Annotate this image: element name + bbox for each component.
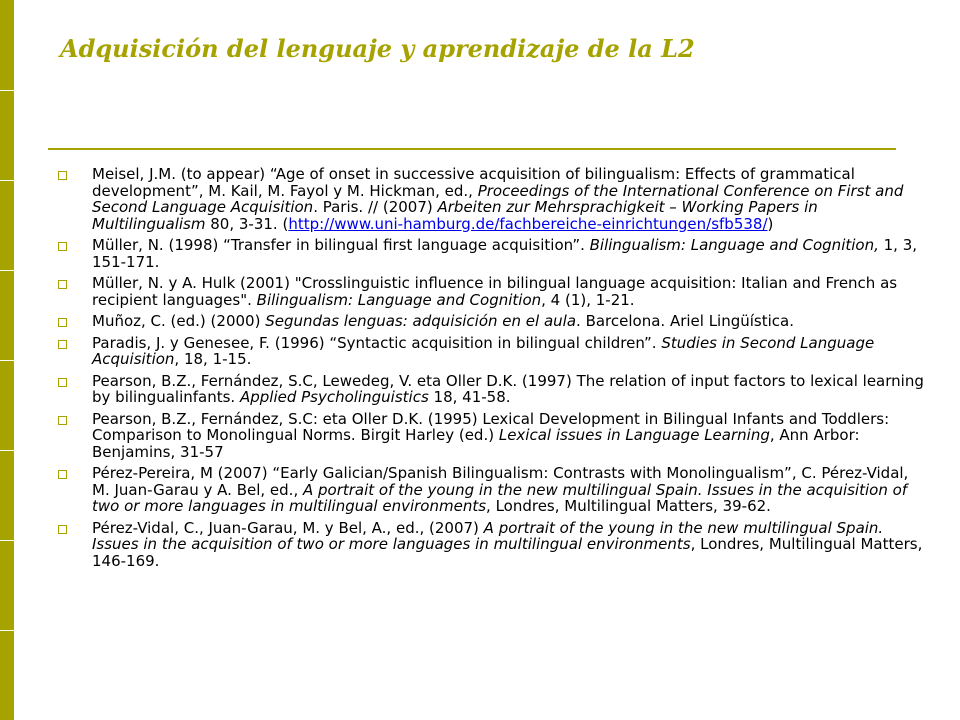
reference-text: Meisel, J.M. (to appear) “Age of onset in successive acquisition of bilingualism: Effects of grammatical development”, M. Kail, M. Fayol y M. Hickman, ed., [92, 165, 855, 200]
reference-italic-text: Arbeiten zur Mehrsprachigkeit – Working Papers in Multilingualism [92, 198, 818, 233]
reference-text: Paradis, J. y Genesee, F. (1996) “Syntactic acquisition in bilingual children”. [92, 333, 662, 352]
accent-bar-divider [0, 180, 14, 181]
left-accent-bar [0, 0, 14, 720]
reference-italic-text: Bilingualism: Language and Cognition [256, 290, 542, 309]
reference-text: , Londres, Multilingual Matters, 146-169. [92, 535, 923, 570]
accent-bar-divider [0, 360, 14, 361]
reference-list [58, 166, 930, 574]
reference-italic-text: Bilingualism: Language and Cognition, [589, 236, 879, 254]
reference-item [58, 166, 930, 232]
reference-italic-text: Segundas lenguas: adquisición en el aula [265, 312, 577, 330]
reference-item [58, 237, 930, 270]
title-divider [48, 148, 896, 150]
reference-text: ) [767, 214, 774, 233]
hollow-square-bullet-icon [58, 340, 67, 349]
reference-text: , 18, 1-15. [174, 350, 252, 368]
accent-bar-divider [0, 450, 14, 451]
reference-text: . Barcelona. Ariel Lingüística. [576, 312, 794, 330]
reference-text: Müller, N. (1998) “Transfer in bilingual first language acquisition”. [92, 236, 590, 254]
hollow-square-bullet-icon [58, 242, 67, 251]
hollow-square-bullet-icon [58, 378, 67, 387]
reference-italic-text: Lexical issues in Language Learning [498, 426, 770, 444]
reference-text: , Ann Arbor: Benjamins, 31-57 [92, 426, 860, 461]
reference-text: 18, 41-58. [428, 388, 511, 406]
reference-text: Muñoz, C. (ed.) (2000) [92, 312, 266, 330]
reference-text: Müller, N. y A. Hulk (2001) "Crosslinguistic influence in bilingual language acquisition: Italian and French as recipient languages". [92, 274, 898, 309]
reference-item [58, 335, 930, 368]
hollow-square-bullet-icon [58, 280, 67, 289]
hollow-square-bullet-icon [58, 525, 67, 534]
reference-italic-text: A portrait of the young in the new multilingual Spain. Issues in the acquisition of two or more languages in multilingual environments [92, 518, 884, 553]
reference-text: 1, 3, 151-171. [92, 236, 918, 271]
reference-item [58, 520, 930, 570]
reference-italic-text: Proceedings of the International Conference on First and Second Language Acquisition [92, 181, 904, 216]
hollow-square-bullet-icon [58, 318, 67, 327]
reference-item [58, 313, 930, 330]
reference-italic-text: Studies in Second Language Acquisition [92, 333, 875, 368]
accent-bar-divider [0, 540, 14, 541]
accent-bar-divider [0, 270, 14, 271]
reference-text: . Paris. // (2007) [313, 198, 438, 216]
reference-italic-text: A portrait of the young in the new multilingual Spain. Issues in the acquisition of two or more languages in multilingual environments [92, 480, 908, 515]
reference-text: 80, 3-31. ( [205, 214, 289, 233]
reference-text: , 4 (1), 1-21. [541, 290, 635, 309]
hollow-square-bullet-icon [58, 470, 67, 479]
reference-text: Pearson, B.Z., Fernández, S.C: eta Oller D.K. (1995) Lexical Development in Bilingual Infants and Toddlers: Comparison to Monolingual Norms. Birgit Harley (ed.) [92, 409, 890, 444]
hollow-square-bullet-icon [58, 171, 67, 180]
slide-title: Adquisición del lenguaje y aprendizaje de la L2 [60, 34, 695, 63]
reference-italic-text: Applied Psycholinguistics [239, 388, 429, 406]
reference-text: , Londres, Multilingual Matters, 39-62. [486, 497, 771, 515]
reference-item [58, 411, 930, 461]
hollow-square-bullet-icon [58, 416, 67, 425]
accent-bar-divider [0, 90, 14, 91]
reference-item [58, 465, 930, 515]
reference-text: Pearson, B.Z., Fernández, S.C, Lewedeg, V. eta Oller D.K. (1997) The relation of input factors to lexical learning by bilingualinfants. [92, 371, 924, 406]
accent-bar-divider [0, 630, 14, 631]
reference-text: Pérez-Vidal, C., Juan-Garau, M. y Bel, A., ed., (2007) [92, 518, 484, 537]
reference-item [58, 275, 930, 308]
reference-text: Pérez-Pereira, M (2007) “Early Galician/Spanish Bilingualism: Contrasts with Monolingualism”, C. Pérez-Vidal, M. Juan-Garau y A. Bel, ed., [92, 464, 909, 499]
reference-link[interactable]: http://www.uni-hamburg.de/fachbereiche-einrichtungen/sfb538/ [288, 214, 768, 233]
reference-item [58, 373, 930, 406]
